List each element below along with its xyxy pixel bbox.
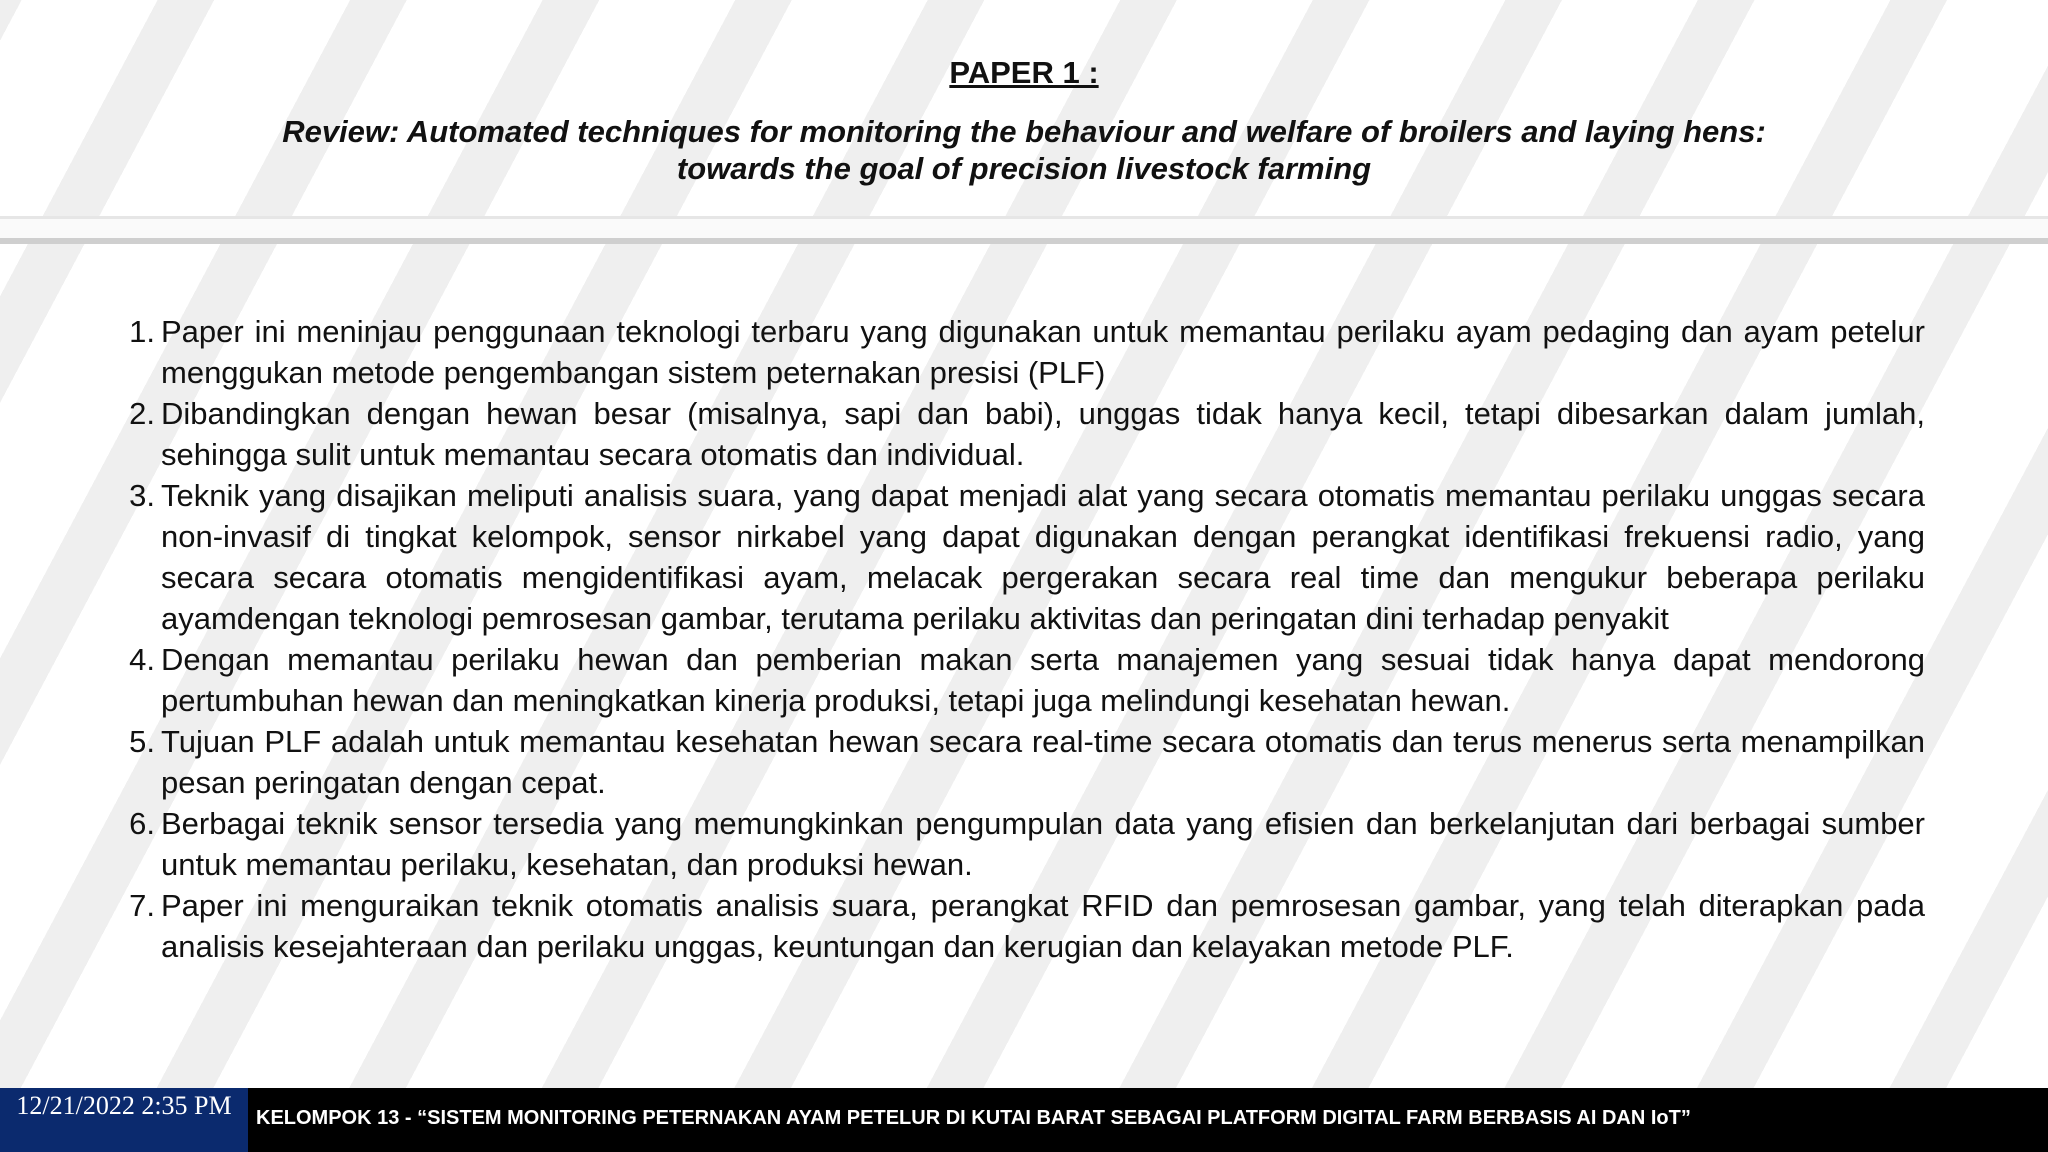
list-item-text: Berbagai teknik sensor tersedia yang memungkinkan pengumpulan data yang efisien dan berkelanjutan dari berbagai sumber untuk memantau perilaku, kesehatan, dan produksi hewan. — [161, 806, 1925, 882]
list-item — [110, 639, 1925, 721]
list-item-text: Dengan memantau perilaku hewan dan pemberian makan serta manajemen yang sesuai tidak hanya dapat mendorong pertumbuhan hewan dan meningkatkan kinerja produksi, tetapi juga melindungi kesehatan hewan. — [161, 642, 1925, 718]
list-item-text: Paper ini meninjau penggunaan teknologi terbaru yang digunakan untuk memantau perilaku ayam pedaging dan ayam petelur menggukan metode pengembangan sistem peternakan presisi (PLF) — [161, 314, 1925, 390]
list-item-text: Teknik yang disajikan meliputi analisis suara, yang dapat menjadi alat yang secara otomatis memantau perilaku unggas secara non-invasif di tingkat kelompok, sensor nirkabel yang dapat digunakan dengan perangkat identifikasi frekuensi radio, yang secara secara otomatis mengidentifikasi ayam, melacak pergerakan secara real time dan mengukur beberapa perilaku ayamdengan teknologi pemrosesan gambar, terutama perilaku aktivitas dan peringatan dini terhadap penyakit — [161, 478, 1925, 636]
footer-caption: KELOMPOK 13 - “SISTEM MONITORING PETERNAKAN AYAM PETELUR DI KUTAI BARAT SEBAGAI PLATFORM DIGITAL FARM BERBASIS AI DAN IoT” — [256, 1106, 1691, 1129]
list-item — [110, 311, 1925, 393]
footer-date: 12/21/2022 2:35 PM — [0, 1088, 248, 1152]
list-item-number: 1. — [129, 314, 155, 349]
list-item-text: Tujuan PLF adalah untuk memantau kesehatan hewan secara real-time secara otomatis dan terus menerus serta menampilkan pesan peringatan dengan cepat. — [161, 724, 1925, 800]
list-item — [110, 475, 1925, 639]
list-item — [110, 885, 1925, 967]
list-item-number: 3. — [129, 478, 155, 513]
list-item-number: 7. — [129, 888, 155, 923]
summary-list — [110, 311, 1925, 967]
title-divider — [0, 216, 2048, 244]
paper-title-line-2: towards the goal of precision livestock farming — [676, 151, 1372, 186]
list-item — [110, 393, 1925, 475]
paper-title-line-1: Review: Automated techniques for monitoring the behaviour and welfare of broilers and laying hens: — [282, 114, 1766, 149]
list-item-number: 2. — [129, 396, 155, 431]
slide-title: PAPER 1 : — [949, 55, 1099, 90]
list-item-text: Dibandingkan dengan hewan besar (misalnya, sapi dan babi), unggas tidak hanya kecil, tetapi dibesarkan dalam jumlah, sehingga sulit untuk memantau secara otomatis dan individual. — [161, 396, 1925, 472]
list-item-number: 6. — [129, 806, 155, 841]
paper-title — [120, 113, 1928, 187]
footer-bar — [0, 1088, 2048, 1152]
list-item-text: Paper ini menguraikan teknik otomatis analisis suara, perangkat RFID dan pemrosesan gambar, yang telah diterapkan pada analisis kesejahteraan dan perilaku unggas, keuntungan dan kerugian dan kelayakan metode PLF. — [161, 888, 1925, 964]
list-item-number: 4. — [129, 642, 155, 677]
list-item — [110, 803, 1925, 885]
list-item-number: 5. — [129, 724, 155, 759]
list-item — [110, 721, 1925, 803]
